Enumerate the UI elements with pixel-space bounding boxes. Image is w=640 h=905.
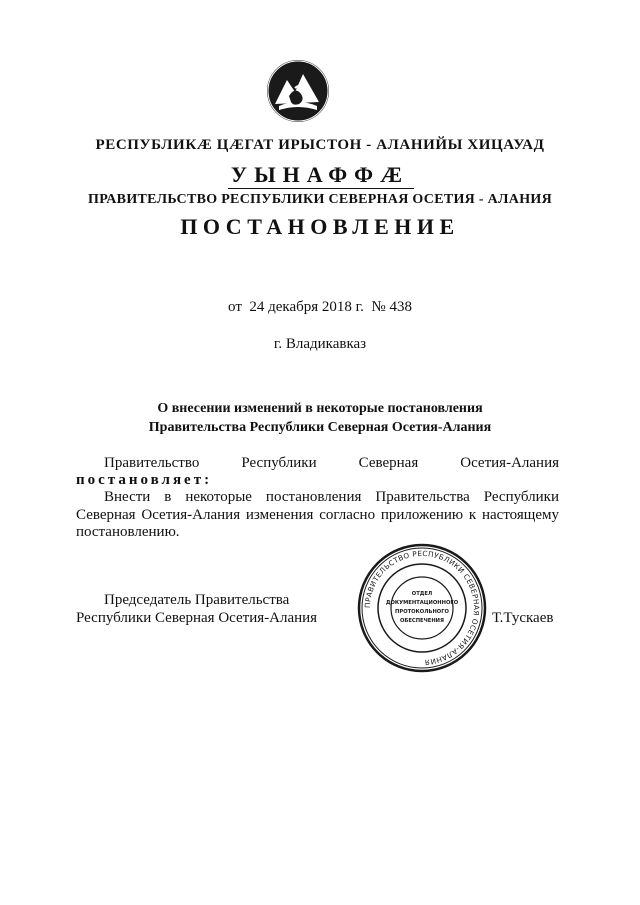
svg-text:ПРАВИТЕЛЬСТВО РЕСПУБЛИКИ СЕВЕР xyxy=(363,549,481,667)
russian-resolution-heading: ПОСТАНОВЛЕНИЕ xyxy=(180,214,460,239)
stamp-inner-line-2: ДОКУМЕНТАЦИОННОГО xyxy=(385,600,459,606)
osetian-government-title: РЕСПУБЛИКӔ ЦӔГАТ ИРЫСТОН - АЛАНИЙЫ ХИЦАУАД xyxy=(95,137,545,153)
subject-line-2: Правительства Республики Северная Осетия-Алания xyxy=(148,420,492,435)
document-city: г. Владикавказ xyxy=(273,336,367,352)
coat-of-arms-icon xyxy=(265,58,331,124)
subject-line-1: О внесении изменений в некоторые постановления xyxy=(157,401,483,416)
russian-government-title: ПРАВИТЕЛЬСТВО РЕСПУБЛИКИ СЕВЕРНАЯ ОСЕТИЯ - АЛАНИЯ xyxy=(88,192,552,207)
body-intro: Правительство Республики Северная Осетия-Алания xyxy=(104,455,559,471)
body-verb: постановляет: xyxy=(76,472,213,488)
signer-position-line-2: Республики Северная Осетия-Алания xyxy=(76,610,318,626)
body-text-line-1: Внести в некоторые постановления Правительства Республики xyxy=(104,489,559,505)
official-seal-icon xyxy=(356,542,488,674)
stamp-ring-text: ПРАВИТЕЛЬСТВО РЕСПУБЛИКИ СЕВЕРНАЯ ОСЕТИЯ-АЛАНИЯ xyxy=(362,548,482,667)
stamp-inner-line-1: ОТДЕЛ xyxy=(411,591,433,597)
signer-name: Т.Тускаев xyxy=(492,610,554,626)
document-date-number: от 24 декабря 2018 г. № 438 xyxy=(228,299,412,315)
body-text-line-2: Северная Осетия-Алания изменения согласно приложению к настоящему xyxy=(76,507,559,523)
stamp-inner-line-3: ПРОТОКОЛЬНОГО xyxy=(395,609,449,615)
body-text-line-3: постановлению. xyxy=(76,524,180,540)
osetian-resolution-heading: УЫНАФФӔ xyxy=(230,162,410,187)
header-divider xyxy=(228,188,414,189)
stamp-inner-line-4: ОБЕСПЕЧЕНИЯ xyxy=(399,618,445,624)
signer-position-line-1: Председатель Правительства xyxy=(104,592,290,608)
